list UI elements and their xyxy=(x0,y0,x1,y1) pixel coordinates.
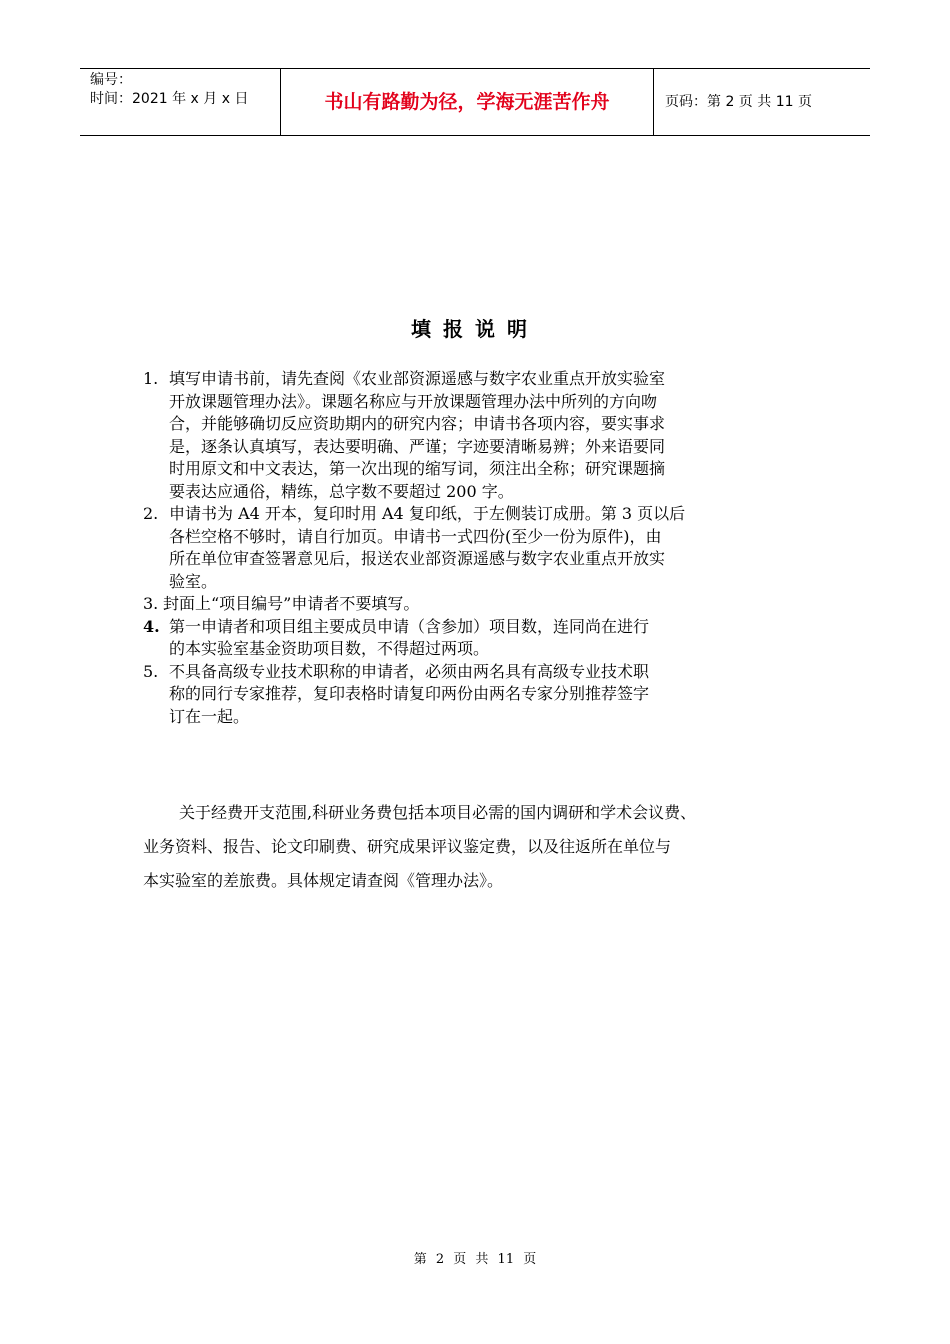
instruction-item xyxy=(143,503,783,593)
instruction-item xyxy=(143,368,783,503)
item-number: 2. xyxy=(143,504,159,523)
item-line: 各栏空格不够时，请自行加页。申请书一式四份(至少一份为原件)，由 xyxy=(169,526,662,546)
item-line: 时用原文和中文表达，第一次出现的缩写词，须注出全称；研究课题摘 xyxy=(169,459,666,478)
instruction-list xyxy=(143,368,783,728)
item-line: 封面上“项目编号”申请者不要填写。 xyxy=(163,594,420,613)
page-code: 页码：第 2 页 共 11 页 xyxy=(665,94,812,110)
item-line: 称的同行专家推荐，复印表格时请复印两份由两名专家分别推荐签字 xyxy=(169,684,650,703)
item-line: 申请书为 A4 开本，复印时用 A4 复印纸，于左侧装订成册。第 3 页以后 xyxy=(169,504,686,523)
paragraph-text: 关于经费开支范围,科研业务费包括本项目必需的国内调研和学术会议费、 xyxy=(179,803,697,822)
item-line: 合，并能够确切反应资助期内的研究内容；申请书各项内容，要实事求 xyxy=(169,414,666,433)
instruction-item xyxy=(143,616,783,661)
item-line: 要表达应通俗，精练，总字数不要超过 200 字。 xyxy=(169,481,514,501)
item-number: 3. xyxy=(143,594,159,613)
header-meta-cell xyxy=(80,69,281,135)
instruction-item xyxy=(143,593,783,616)
item-line: 填写申请书前，请先查阅《农业部资源遥感与数字农业重点开放实验室 xyxy=(169,369,666,388)
number-label: 编号： xyxy=(90,72,132,88)
paragraph-line xyxy=(143,796,823,830)
page-footer: 第 2 页 共 11 页 xyxy=(413,1252,537,1267)
instruction-item xyxy=(143,661,783,729)
item-line: 是，逐条认真填写，表达要明确、严谨；字迹要清晰易辨；外来语要同 xyxy=(169,436,666,456)
page-title: 填报说明 xyxy=(411,317,539,341)
item-line: 订在一起。 xyxy=(169,706,250,726)
item-line: 所在单位审查签署意见后，报送农业部资源遥感与数字农业重点开放实 xyxy=(169,549,666,568)
item-number: 5. xyxy=(143,661,159,681)
item-line: 验室。 xyxy=(169,571,218,591)
funding-paragraph xyxy=(143,796,823,898)
item-line: 第一申请者和项目组主要成员申请（含参加）项目数，连同尚在进行 xyxy=(169,616,650,636)
paragraph-line: 本实验室的差旅费。具体规定请查阅《管理办法》。 xyxy=(143,871,504,890)
time-label: 时间：2021 年 x 月 x 日 xyxy=(90,91,249,107)
item-number: 4. xyxy=(143,616,160,636)
paragraph-line: 业务资料、报告、论文印刷费、研究成果评议鉴定费，以及往返所在单位与 xyxy=(143,837,672,856)
item-line: 开放课题管理办法》。课题名称应与开放课题管理办法中所列的方向吻 xyxy=(169,391,658,411)
item-line: 不具备高级专业技术职称的申请者，必须由两名具有高级专业技术职 xyxy=(169,661,650,681)
motto: 书山有路勤为径，学海无涯苦作舟 xyxy=(281,69,654,135)
item-line: 的本实验室基金资助项目数，不得超过两项。 xyxy=(169,639,490,658)
header-table xyxy=(80,68,870,136)
item-number: 1. xyxy=(143,369,159,388)
